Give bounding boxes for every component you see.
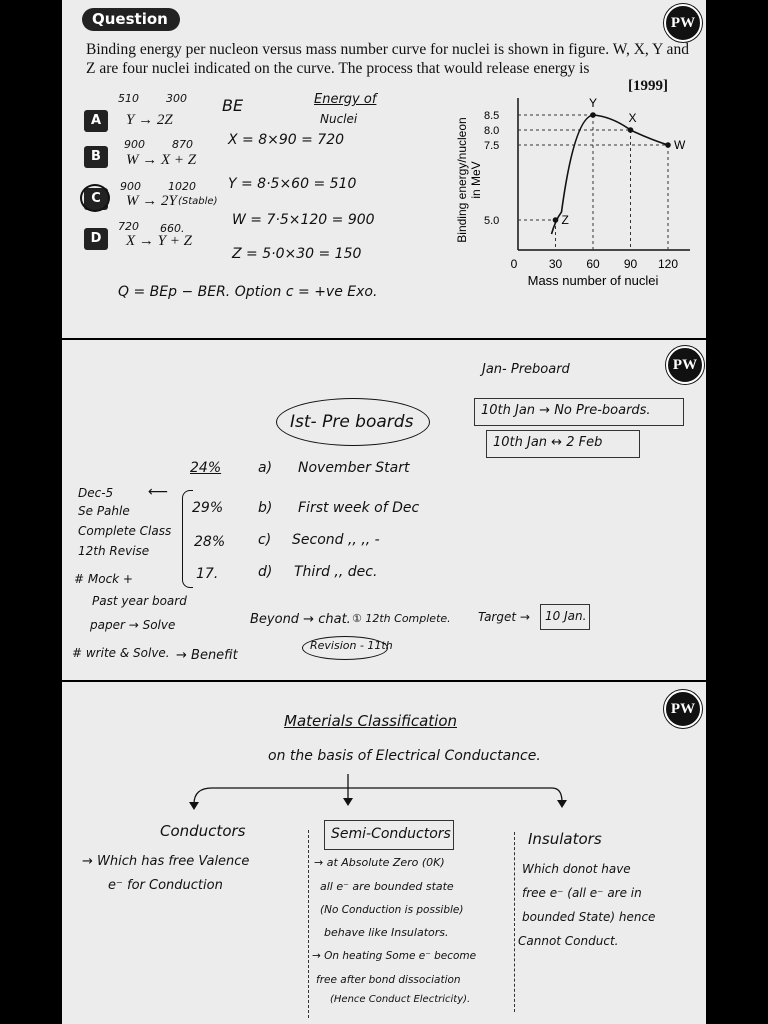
left-note-5: # Mock + xyxy=(74,572,133,586)
point-label-w: W xyxy=(674,138,686,152)
materials-title: Materials Classification xyxy=(284,712,458,730)
conductors-line-2: e⁻ for Conduction xyxy=(108,878,223,893)
option-c-text[interactable]: W → 2Y xyxy=(126,193,177,209)
semi-line-5: → On heating Some e⁻ become xyxy=(312,950,477,962)
tree-connectors xyxy=(182,768,582,820)
poll-b-option: b) xyxy=(258,500,273,516)
binding-energy-chart xyxy=(388,90,704,290)
question-slide xyxy=(62,0,706,338)
question-year: [1999] xyxy=(628,78,668,94)
option-d-note-b: 660. xyxy=(160,222,185,235)
jan-box-1 xyxy=(474,398,684,426)
poll-a-percent: 24% xyxy=(190,460,222,476)
option-d-text[interactable]: X → Y + Z xyxy=(126,233,192,249)
semi-line-1: → at Absolute Zero (0K) xyxy=(314,856,445,869)
poll-b-percent: 29% xyxy=(192,500,224,516)
data-point-x xyxy=(628,127,634,133)
benefit-label: → Benefit xyxy=(176,648,238,663)
y-tick-label: 8.5 xyxy=(484,110,500,122)
work-z-calc: Z = 5·0×30 = 150 xyxy=(232,246,362,262)
poll-c-text: Second ,, ,, - xyxy=(292,532,380,548)
left-note-3: Complete Class xyxy=(78,524,172,538)
semi-line-6: free after bond dissociation xyxy=(316,974,461,986)
left-arrow-icon: ⟵ xyxy=(148,484,169,500)
x-tick-label: 30 xyxy=(548,257,563,271)
divider-2 xyxy=(514,832,515,1012)
y-axis-label-line1: Binding energy/nucleon xyxy=(455,117,469,243)
jan-to-feb: 10th Jan ↔ 2 Feb xyxy=(493,435,603,450)
poll-d-option: d) xyxy=(258,564,273,580)
pw-logo: PW xyxy=(664,690,702,728)
data-point-y xyxy=(590,112,596,118)
divider-1 xyxy=(308,830,309,1018)
option-c-circle-mark xyxy=(80,184,110,212)
data-point-z xyxy=(553,217,559,223)
work-be-heading: BE xyxy=(222,96,244,115)
data-point-w xyxy=(665,142,671,148)
option-d-note-a: 720 xyxy=(118,220,139,233)
work-y-calc: Y = 8·5×60 = 510 xyxy=(228,176,357,192)
left-note-2: Se Pahle xyxy=(78,504,130,518)
left-note-1: Dec-5 xyxy=(78,486,114,500)
option-a-note-a: 510 xyxy=(118,92,139,105)
x-axis-label: Mass number of nuclei xyxy=(527,273,659,288)
poll-a-text: November Start xyxy=(298,460,410,476)
work-w-calc: W = 7·5×120 = 900 xyxy=(232,212,375,228)
jan-no-preboards: 10th Jan → No Pre-boards. xyxy=(481,403,651,418)
option-b-note-a: 900 xyxy=(124,138,145,151)
conductors-heading: Conductors xyxy=(160,822,246,840)
insulators-line-3: bounded State) hence xyxy=(522,910,656,924)
insulators-line-2: free e⁻ (all e⁻ are in xyxy=(522,886,642,900)
poll-b-text: First week of Dec xyxy=(298,500,420,516)
left-note-8: # write & Solve. xyxy=(72,646,170,660)
beyond-chat: Beyond → chat. xyxy=(250,612,351,627)
materials-subtitle: on the basis of Electrical Conductance. xyxy=(268,748,541,764)
option-c-note-a: 900 xyxy=(120,180,141,193)
x-tick-label: 60 xyxy=(586,257,600,271)
preboards-slide xyxy=(62,340,706,680)
y-tick-label: 8.0 xyxy=(484,125,500,137)
jan-preboard-heading: Jan- Preboard xyxy=(482,362,570,377)
y-tick-label: 5.0 xyxy=(484,215,500,227)
poll-a-option: a) xyxy=(258,460,273,476)
work-energy-heading: Energy of xyxy=(314,92,377,107)
point-label-y: Y xyxy=(589,96,598,110)
x-tick-label: 90 xyxy=(623,257,638,271)
materials-slide xyxy=(62,682,706,1024)
target-label: Target → xyxy=(478,610,530,624)
poll-d-percent: 17. xyxy=(196,566,219,582)
point-label-z: Z xyxy=(561,213,569,227)
target-box xyxy=(540,604,590,630)
option-b-badge[interactable]: B xyxy=(84,146,108,168)
question-text: Binding energy per nucleon versus mass number curve for nuclei is shown in figure. W, X, Y and Z are four nuclei indicated on the curve. The process that would release energy is xyxy=(86,41,689,77)
insulators-heading: Insulators xyxy=(528,830,602,848)
work-x-calc: X = 8×90 = 720 xyxy=(228,132,345,148)
y-axis-label-line2: in MeV xyxy=(469,161,483,199)
semiconductors-box xyxy=(324,820,454,850)
poll-d-text: Third ,, dec. xyxy=(294,564,378,580)
semi-line-7: (Hence Conduct Electricity). xyxy=(330,994,471,1005)
option-c-stable: (Stable) xyxy=(178,196,218,207)
option-a-note-b: 300 xyxy=(166,92,187,105)
work-nuclei-heading: Nuclei xyxy=(320,112,358,126)
work-q-formula: Q = BEp − BER. Option c = +ve Exo. xyxy=(118,284,378,300)
option-b-note-b: 870 xyxy=(172,138,193,151)
question-badge: Question xyxy=(82,8,180,31)
series-line xyxy=(552,115,669,234)
poll-c-option: c) xyxy=(258,532,272,548)
target-date: 10 Jan. xyxy=(545,609,587,623)
y-tick-label: 7.5 xyxy=(484,140,500,152)
x-tick-label: 120 xyxy=(657,257,679,271)
left-note-4: 12th Revise xyxy=(78,544,150,558)
option-a-badge[interactable]: A xyxy=(84,110,108,132)
pw-logo: PW xyxy=(664,4,702,42)
semi-line-3: (No Conduction is possible) xyxy=(320,904,464,916)
left-note-7: paper → Solve xyxy=(90,618,176,632)
option-c-badge[interactable]: C xyxy=(84,188,108,210)
poll-c-percent: 28% xyxy=(194,534,226,550)
point-label-x: X xyxy=(628,111,637,125)
left-note-6: Past year board xyxy=(92,594,187,608)
revision-label: Revision - 11th xyxy=(310,639,393,652)
pw-logo: PW xyxy=(666,346,704,384)
twelfth-complete: ① 12th Complete. xyxy=(352,612,451,625)
semi-line-4: behave like Insulators. xyxy=(324,926,449,939)
option-c-note-b: 1020 xyxy=(168,180,196,193)
insulators-line-1: Which donot have xyxy=(522,862,631,876)
conductors-line-1: → Which has free Valence xyxy=(82,854,250,869)
option-a-text[interactable]: Y → 2Z xyxy=(126,112,173,128)
jan-box-2 xyxy=(486,430,640,458)
poll-brace xyxy=(182,490,193,588)
x-tick-label: 0 xyxy=(510,257,518,271)
semi-line-2: all e⁻ are bounded state xyxy=(320,880,454,893)
option-b-text[interactable]: W → X + Z xyxy=(126,152,197,168)
preboards-title: Ist- Pre boards xyxy=(290,412,414,432)
option-d-badge[interactable]: D xyxy=(84,228,108,250)
semiconductors-heading: Semi-Conductors xyxy=(331,826,451,842)
insulators-line-4: Cannot Conduct. xyxy=(518,934,619,948)
